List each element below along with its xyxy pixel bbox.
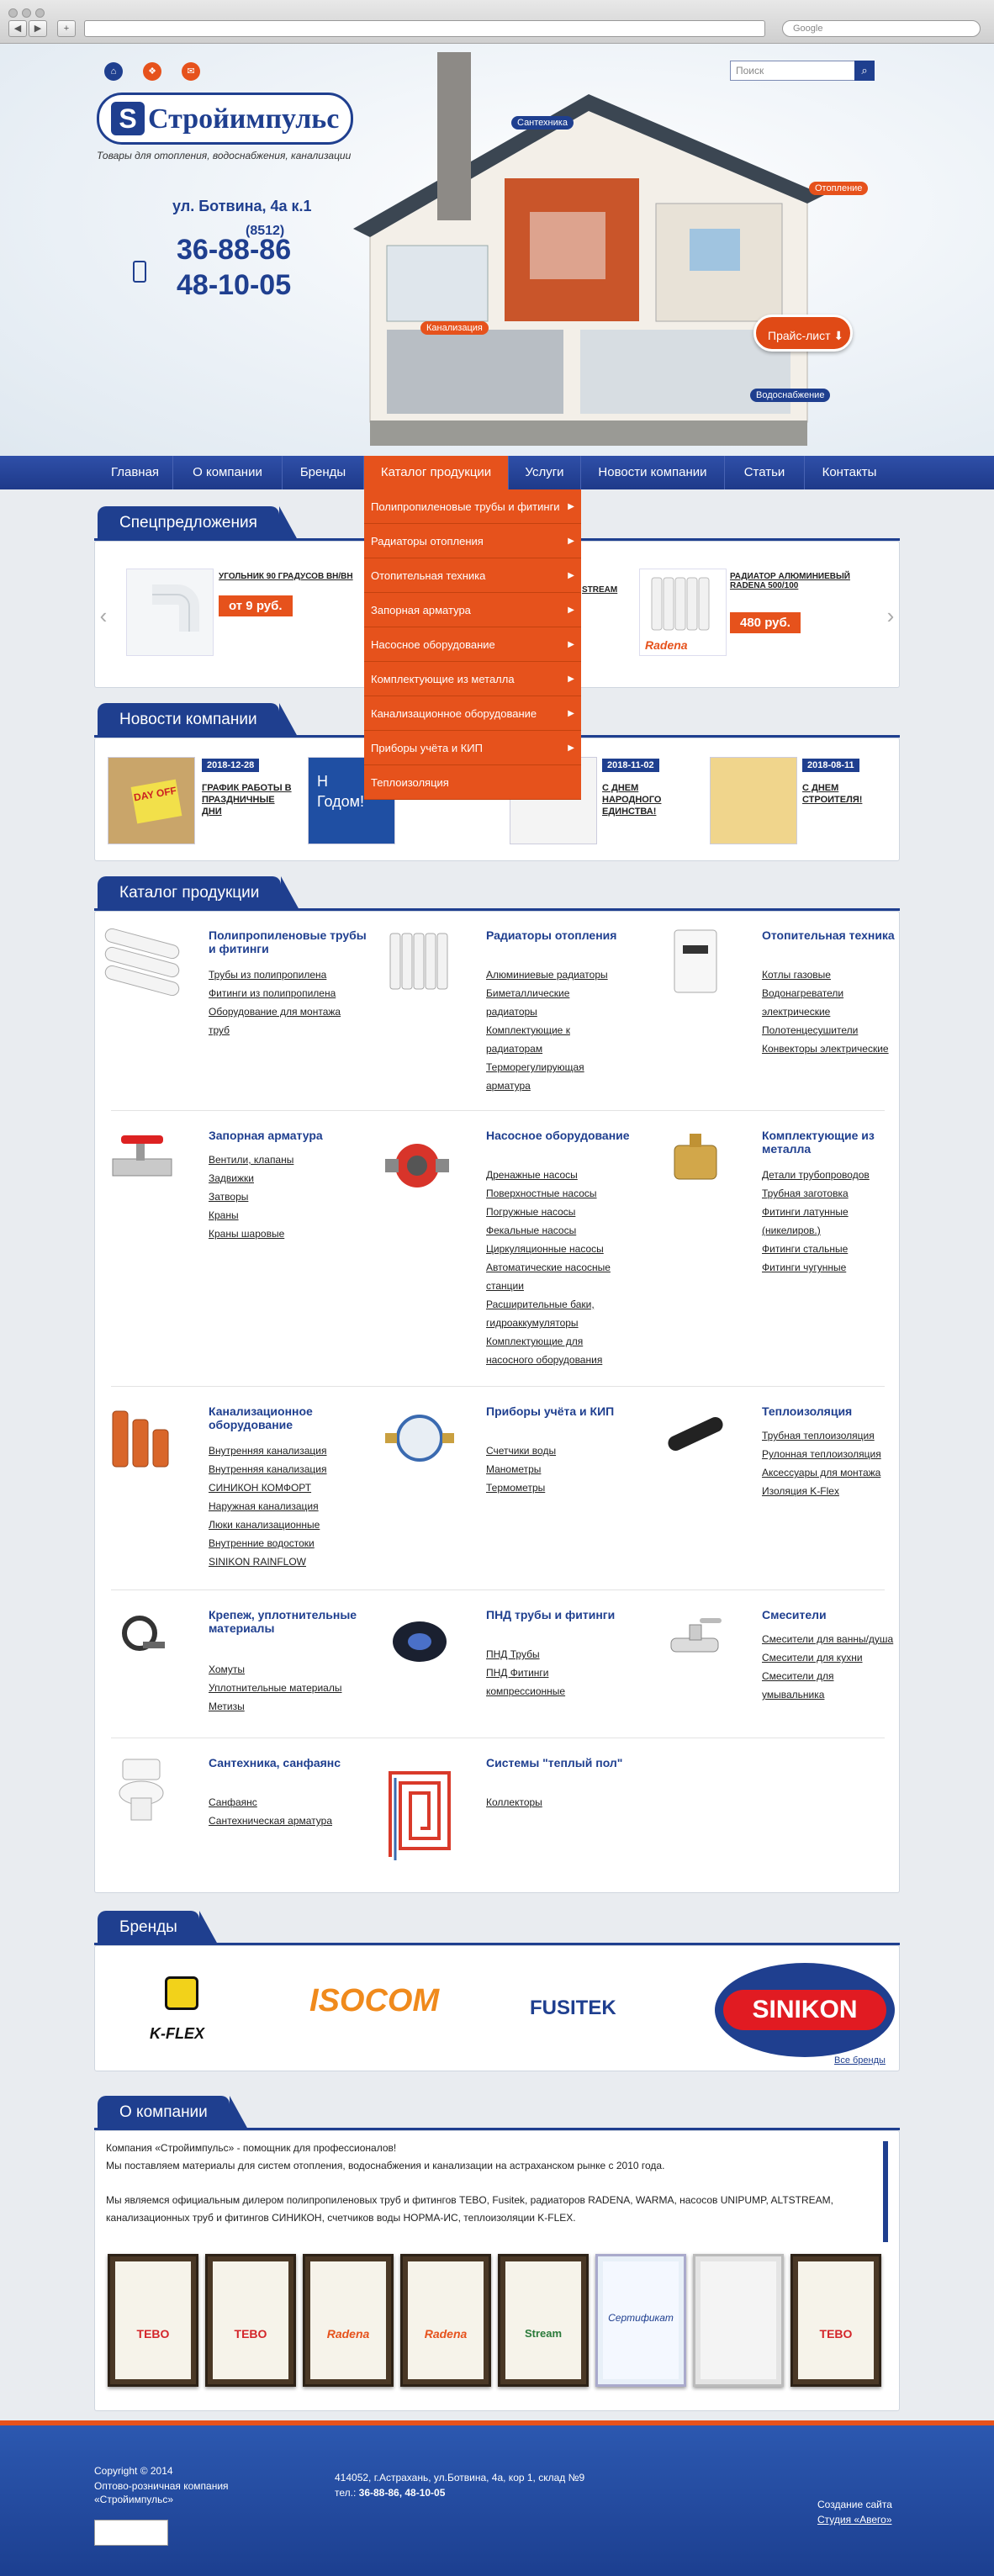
footer — [0, 2420, 994, 2576]
about-paragraph: Компания «Стройимпульс» - помощник для профессионалов! — [106, 2142, 397, 2154]
catalog-link[interactable]: радиаторы — [486, 1006, 537, 1018]
catalog-link[interactable]: Термометры — [486, 1482, 546, 1494]
catalog-item-title[interactable]: Запорная арматура — [209, 1129, 323, 1142]
certificate[interactable] — [205, 2254, 296, 2387]
dropdown-item[interactable] — [364, 765, 581, 800]
catalog-link[interactable]: Внутренняя канализация — [209, 1445, 327, 1457]
forward-icon[interactable]: ▶ — [29, 20, 47, 37]
nav-catalog[interactable]: Каталог продукции — [364, 456, 509, 489]
catalog-link[interactable]: Краны — [209, 1209, 239, 1221]
catalog-link[interactable]: Аксессуары для монтажа — [762, 1467, 881, 1478]
catalog-item-title[interactable]: Полипропиленовые трубы и фитинги — [209, 928, 367, 955]
spacer — [106, 2175, 880, 2192]
catalog-link[interactable]: Сантехническая арматура — [209, 1815, 332, 1827]
search-input[interactable]: Поиск — [730, 61, 861, 81]
price-list-label: Прайс-лист — [768, 329, 831, 342]
catalog-link[interactable]: Биметаллические — [486, 987, 570, 999]
hdpe-pipe-icon — [373, 1608, 466, 1675]
specials-title: Спецпредложения — [98, 506, 279, 540]
catalog-link[interactable]: компрессионные — [486, 1685, 566, 1697]
minimize-window-icon[interactable] — [22, 8, 31, 18]
chevron-right-icon: ▶ — [568, 674, 574, 684]
catalog-item-title[interactable]: Отопительная техника — [762, 928, 895, 942]
divider — [111, 1386, 885, 1387]
catalog-link[interactable]: Коллекторы — [486, 1796, 542, 1808]
catalog-link[interactable]: Поверхностные насосы — [486, 1187, 597, 1199]
close-window-icon[interactable] — [8, 8, 18, 18]
browser-chrome — [0, 0, 994, 44]
chevron-left-icon[interactable]: ‹ — [99, 603, 108, 628]
nav-news[interactable]: Новости компании — [581, 456, 725, 489]
catalog-item-title[interactable]: Смесители — [762, 1608, 827, 1621]
site-header — [0, 44, 994, 456]
news-title: Новости компании — [98, 703, 279, 737]
logo[interactable] — [97, 93, 353, 145]
chevron-right-icon: ▶ — [568, 606, 574, 615]
catalog-link[interactable]: Люки канализационные — [209, 1519, 320, 1531]
dropdown-item-label: Комплектующие из металла — [371, 673, 515, 685]
pipe-elbow-icon — [127, 569, 214, 657]
address-bar[interactable] — [84, 20, 765, 37]
product-image[interactable] — [126, 569, 214, 656]
catalog-link[interactable]: Фитинги латунные — [762, 1206, 849, 1218]
dropdown-item-label: Канализационное оборудование — [371, 707, 537, 720]
tagline: Товары для отопления, водоснабжения, канализации — [97, 150, 352, 161]
catalog-link[interactable]: Фитинги стальные — [762, 1243, 849, 1255]
catalog-link[interactable]: (никелиров.) — [762, 1225, 821, 1236]
catalog-item-title[interactable]: ПНД трубы и фитинги — [486, 1608, 616, 1621]
product-image[interactable] — [639, 569, 727, 656]
dropdown-item-label: Полипропиленовые трубы и фитинги — [371, 500, 560, 513]
dropdown-item[interactable] — [364, 662, 581, 696]
product-name[interactable]: УГОЛЬНИК 90 ГРАДУСОВ ВН/ВН — [219, 572, 353, 581]
catalog-links — [762, 965, 930, 1058]
catalog-link[interactable]: Изоляция K-Flex — [762, 1485, 839, 1497]
catalog-link[interactable]: Трубы из полипропилена — [209, 969, 327, 981]
water-meter-icon — [373, 1404, 466, 1472]
credits-line-1: Создание сайта — [817, 2499, 892, 2510]
dropdown-item-label: Радиаторы отопления — [371, 535, 484, 547]
catalog-links — [486, 1166, 654, 1369]
catalog-link[interactable]: Вентили, клапаны — [209, 1154, 294, 1166]
catalog-link[interactable]: Хомуты — [209, 1664, 246, 1675]
toilet-icon — [96, 1756, 188, 1823]
catalog-link[interactable]: Расширительные баки, — [486, 1299, 595, 1310]
pipes-icon — [96, 928, 188, 996]
callout-water[interactable]: Водоснабжение — [750, 389, 830, 402]
house-illustration — [336, 52, 824, 447]
nav-contacts[interactable]: Контакты — [822, 465, 877, 479]
news-date: 2018-11-02 — [602, 759, 659, 772]
certificate[interactable] — [303, 2254, 394, 2387]
dropdown-item[interactable] — [364, 558, 581, 593]
certificate-paper — [310, 2261, 386, 2379]
nav-brands[interactable]: Бренды — [283, 456, 364, 489]
catalog-link[interactable]: ПНД Трубы — [486, 1648, 540, 1660]
brand-sinikon: SINIKON — [723, 1990, 886, 2030]
catalog-link[interactable]: насосного оборудования — [486, 1354, 603, 1366]
counter-badge[interactable] — [94, 2520, 168, 2546]
callout-plumbing[interactable]: Сантехника — [511, 116, 574, 130]
catalog-link[interactable]: Санфаянс — [209, 1796, 257, 1808]
news-image[interactable]: Н Годом! — [308, 757, 395, 844]
catalog-item-title[interactable]: Теплоизоляция — [762, 1404, 853, 1418]
certificate-brand: Radena — [326, 2327, 370, 2341]
phones-value: 36-88-86, 48-10-05 — [358, 2487, 446, 2499]
news-date: 2018-08-11 — [802, 759, 859, 772]
news-title-link[interactable]: ГРАФИК РАБОТЫ В ПРАЗДНИЧНЫЕ ДНИ — [202, 783, 292, 817]
download-icon: ⬇ — [833, 329, 844, 342]
chevron-right-icon: ▶ — [568, 709, 574, 718]
about-paragraph: Мы поставляем материалы для систем отопления, водоснабжения и канализации на астраханском рынке с 2010 года. — [106, 2160, 665, 2171]
catalog-link[interactable]: Трубная заготовка — [762, 1187, 849, 1199]
catalog-item[interactable] — [373, 1756, 651, 1865]
catalog-item-title[interactable]: Комплектующие из металла — [762, 1129, 875, 1156]
product-price: от 9 руб. — [219, 595, 293, 616]
catalog-title: Каталог продукции — [98, 876, 281, 910]
kflex-logo-icon — [165, 1976, 198, 2010]
catalog-link[interactable]: Смесители для кухни — [762, 1652, 863, 1664]
catalog-link[interactable]: СИНИКОН КОМФОРТ — [209, 1482, 312, 1494]
dropdown-item-label: Отопительная техника — [371, 569, 486, 582]
callout-sewer[interactable]: Канализация — [420, 321, 489, 335]
certificate-brand: Radena — [424, 2327, 468, 2341]
search-icon[interactable]: ⌕ — [854, 61, 875, 81]
certificate[interactable] — [498, 2254, 589, 2387]
catalog-link[interactable]: Манометры — [486, 1463, 542, 1475]
new-tab-icon[interactable]: + — [57, 20, 76, 37]
news-title-link[interactable]: С ДНЕМ СТРОИТЕЛЯ! — [802, 783, 863, 805]
dropdown-item-label: Теплоизоляция — [371, 776, 449, 789]
certificate-brand: Сертификат — [608, 2312, 674, 2324]
catalog-link[interactable]: умывальника — [762, 1689, 825, 1701]
certificate[interactable] — [790, 2254, 881, 2387]
certificate[interactable] — [400, 2254, 491, 2387]
certificate-paper — [798, 2261, 874, 2379]
catalog-links — [762, 1426, 930, 1500]
boiler-icon — [649, 928, 742, 996]
divider — [111, 1110, 885, 1111]
chevron-right-icon: ▶ — [568, 743, 574, 753]
catalog-link[interactable]: SINIKON RAINFLOW — [209, 1556, 307, 1568]
product-name[interactable]: РАДИАТОР АЛЮМИНИЕВЫЙ RADENA 500/100 — [730, 572, 850, 590]
pump-icon — [373, 1129, 466, 1196]
sewer-pipe-icon — [96, 1404, 188, 1472]
catalog-item-title[interactable]: Приборы учёта и КИП — [486, 1404, 615, 1418]
product-name[interactable]: STREAM — [582, 585, 618, 595]
callout-heating[interactable]: Отопление — [809, 182, 868, 195]
catalog-link[interactable]: Рулонная теплоизоляция — [762, 1448, 881, 1460]
nav-home[interactable]: Главная — [98, 456, 173, 489]
catalog-link[interactable]: Котлы газовые — [762, 969, 831, 981]
certificate-brand: TEBO — [136, 2327, 170, 2341]
scrollbar[interactable] — [883, 2141, 888, 2242]
chevron-right-icon: ▶ — [568, 502, 574, 511]
certificate-paper — [408, 2261, 484, 2379]
dropdown-item[interactable] — [364, 627, 581, 662]
credits-link[interactable]: Студия «Авего» — [817, 2514, 892, 2526]
chevron-right-icon: ▶ — [568, 537, 574, 546]
certificate-paper — [115, 2261, 191, 2379]
catalog-link[interactable]: гидроаккумуляторы — [486, 1317, 579, 1329]
phone-code: (8512) — [246, 224, 285, 238]
catalog-link[interactable]: Внутренняя канализация — [209, 1463, 327, 1475]
logo-name: Стройимпульс — [148, 103, 340, 135]
news-image[interactable] — [108, 757, 195, 844]
chevron-right-icon: ▶ — [568, 640, 574, 649]
browser-search-input[interactable]: Google — [782, 20, 981, 37]
home-icon[interactable]: ⌂ — [104, 62, 123, 81]
catalog-link[interactable]: радиаторам — [486, 1043, 543, 1055]
catalog-links — [209, 1793, 377, 1830]
catalog-link[interactable]: Фитинги из полипропилена — [209, 987, 336, 999]
catalog-link[interactable]: электрические — [762, 1006, 831, 1018]
news-image-text: DAY OFF — [131, 780, 182, 824]
brands-title: Бренды — [98, 1911, 199, 1944]
dropdown-item[interactable] — [364, 731, 581, 765]
catalog-links — [762, 1630, 930, 1704]
brass-fitting-icon — [649, 1129, 742, 1196]
catalog-link[interactable]: труб — [209, 1024, 230, 1036]
catalog-link[interactable]: Смесители для — [762, 1670, 834, 1682]
catalog-link[interactable]: Уплотнительные материалы — [209, 1682, 342, 1694]
catalog-link[interactable]: Циркуляционные насосы — [486, 1243, 604, 1255]
brand-isocom[interactable]: ISOCOM — [309, 1983, 440, 2018]
certificate[interactable] — [693, 2254, 784, 2387]
catalog-link[interactable]: Полотенцесушители — [762, 1024, 859, 1036]
catalog-links — [486, 965, 654, 1095]
certificate[interactable] — [108, 2254, 198, 2387]
certificate-paper — [213, 2261, 288, 2379]
catalog-links — [486, 1645, 654, 1701]
catalog-link[interactable]: Наружная канализация — [209, 1500, 319, 1512]
certificate-brand: TEBO — [819, 2327, 853, 2341]
company-line-2: «Стройимпульс» — [94, 2494, 174, 2505]
catalog-link[interactable]: Задвижки — [209, 1172, 254, 1184]
footer-address: 414052, г.Астрахань, ул.Ботвина, 4а, кор 1, склад №9 — [335, 2472, 585, 2483]
catalog-link[interactable]: Погружные насосы — [486, 1206, 576, 1218]
sitemap-icon[interactable]: ❖ — [143, 62, 161, 81]
catalog-link[interactable]: станции — [486, 1280, 524, 1292]
catalog-links — [486, 1793, 654, 1812]
certificate[interactable] — [595, 2254, 686, 2387]
catalog-item-title[interactable]: Системы "теплый пол" — [486, 1756, 623, 1769]
underfloor-heating-icon — [373, 1756, 466, 1865]
catalog-link[interactable]: Трубная теплоизоляция — [762, 1430, 875, 1441]
chevron-right-icon: ▶ — [568, 571, 574, 580]
certificate-paper — [603, 2261, 679, 2379]
dropdown-item-label: Насосное оборудование — [371, 638, 495, 651]
dropdown-item-label: Приборы учёта и КИП — [371, 742, 483, 754]
about-paragraph: Мы являемся официальным дилером полипропиленовых труб и фитингов TEBO, Fusitek, радиаторов RADENA, WARMA, насосов UNIPUMP, ALTSTREAM, канализационных труб и фитингов СИНИКОН, счетчиков воды НОРМА-ИС, теплоизоляции K-FLEX. — [106, 2194, 834, 2224]
catalog-item-title[interactable]: Сантехника, санфаянс — [209, 1756, 341, 1769]
catalog-link[interactable]: Затворы — [209, 1191, 249, 1203]
catalog-links — [209, 965, 377, 1039]
news-date: 2018-12-28 — [202, 759, 259, 772]
catalog-link[interactable]: Фитинги чугунные — [762, 1262, 847, 1273]
radiator-icon — [373, 928, 466, 996]
sinikon-logo[interactable] — [715, 1963, 895, 2057]
price-list-button[interactable] — [753, 315, 853, 352]
mail-icon[interactable]: ✉ — [182, 62, 200, 81]
brand-label: Radena — [645, 638, 688, 652]
phone-icon — [133, 261, 146, 283]
catalog-link[interactable]: Счетчики воды — [486, 1445, 557, 1457]
catalog-link[interactable]: Метизы — [209, 1701, 245, 1712]
catalog-item-title[interactable]: Насосное оборудование — [486, 1129, 630, 1142]
about-text — [106, 2140, 880, 2227]
brand-kflex[interactable]: K-FLEX — [150, 2025, 204, 2042]
catalog-link[interactable]: Комплектующие для — [486, 1336, 584, 1347]
dropdown-item[interactable] — [364, 696, 581, 731]
catalog-links — [209, 1150, 377, 1243]
nav-articles[interactable]: Статьи — [725, 456, 805, 489]
catalog-item-title[interactable]: Канализационное оборудование — [209, 1404, 313, 1431]
back-icon[interactable]: ◀ — [8, 20, 27, 37]
catalog-link[interactable]: Комплектующие к — [486, 1024, 570, 1036]
logo-mark-icon: S — [111, 102, 145, 135]
news-title-link[interactable]: С ДНЕМ НАРОДНОГО ЕДИНСТВА! — [602, 783, 662, 817]
news-image[interactable] — [710, 757, 797, 844]
address: ул. Ботвина, 4а к.1 — [172, 198, 312, 214]
catalog-links — [209, 1441, 377, 1571]
catalog-link[interactable]: Оборудование для монтажа — [209, 1006, 341, 1018]
catalog-link[interactable]: Алюминиевые радиаторы — [486, 969, 608, 981]
insulation-tube-icon — [649, 1404, 742, 1472]
phone-number-2: 48-10-05 — [177, 269, 292, 301]
catalog-link[interactable]: Терморегулирующая — [486, 1061, 584, 1073]
dropdown-item[interactable] — [364, 524, 581, 558]
copyright: Copyright © 2014 — [94, 2465, 173, 2477]
catalog-item-title[interactable]: Крепеж, уплотнительные материалы — [209, 1608, 357, 1635]
ball-valve-icon — [96, 1129, 188, 1196]
certificate-brand: TEBO — [234, 2327, 267, 2341]
dropdown-item[interactable] — [364, 489, 581, 524]
phones-label: тел.: — [335, 2487, 357, 2499]
company-line-1: Оптово-розничная компания — [94, 2480, 229, 2492]
catalog-link[interactable]: Дренажные насосы — [486, 1169, 578, 1181]
catalog-link[interactable]: Водонагреватели — [762, 987, 844, 999]
certificate-paper — [701, 2261, 776, 2379]
catalog-link[interactable]: Смесители для ванны/душа — [762, 1633, 894, 1645]
about-title: О компании — [98, 2096, 230, 2129]
dropdown-item-label: Запорная арматура — [371, 604, 471, 616]
catalog-link[interactable]: арматура — [486, 1080, 531, 1092]
catalog-link[interactable]: ПНД Фитинги — [486, 1667, 549, 1679]
catalog-link[interactable]: Детали трубопроводов — [762, 1169, 870, 1181]
certificate-brand: Stream — [524, 2327, 563, 2340]
catalog-link[interactable]: Автоматические насосные — [486, 1262, 611, 1273]
chevron-right-icon[interactable]: › — [886, 603, 895, 628]
catalog-dropdown — [364, 489, 581, 800]
zoom-window-icon[interactable] — [35, 8, 45, 18]
catalog-links — [209, 1660, 377, 1716]
footer-phones — [335, 2486, 445, 2499]
all-brands-link[interactable]: Все бренды — [834, 2055, 886, 2066]
product-price: 480 руб. — [730, 612, 801, 633]
clamp-icon — [96, 1608, 188, 1675]
catalog-link[interactable]: Внутренние водостоки — [209, 1537, 315, 1549]
catalog-links — [486, 1441, 654, 1497]
main-nav — [0, 456, 994, 489]
catalog-link[interactable]: Краны шаровые — [209, 1228, 285, 1240]
nav-about[interactable]: О компании — [173, 456, 283, 489]
phone-number-1: 36-88-86 — [177, 234, 292, 266]
faucet-icon — [649, 1608, 742, 1675]
certificate-paper — [505, 2261, 581, 2379]
brand-fusitek[interactable]: FUSITEK — [530, 1997, 616, 2019]
catalog-link[interactable]: Конвекторы электрические — [762, 1043, 889, 1055]
catalog-links — [762, 1166, 930, 1277]
nav-services[interactable]: Услуги — [509, 456, 581, 489]
catalog-item-title[interactable]: Радиаторы отопления — [486, 928, 617, 942]
catalog-link[interactable]: Фекальные насосы — [486, 1225, 577, 1236]
dropdown-item[interactable] — [364, 593, 581, 627]
